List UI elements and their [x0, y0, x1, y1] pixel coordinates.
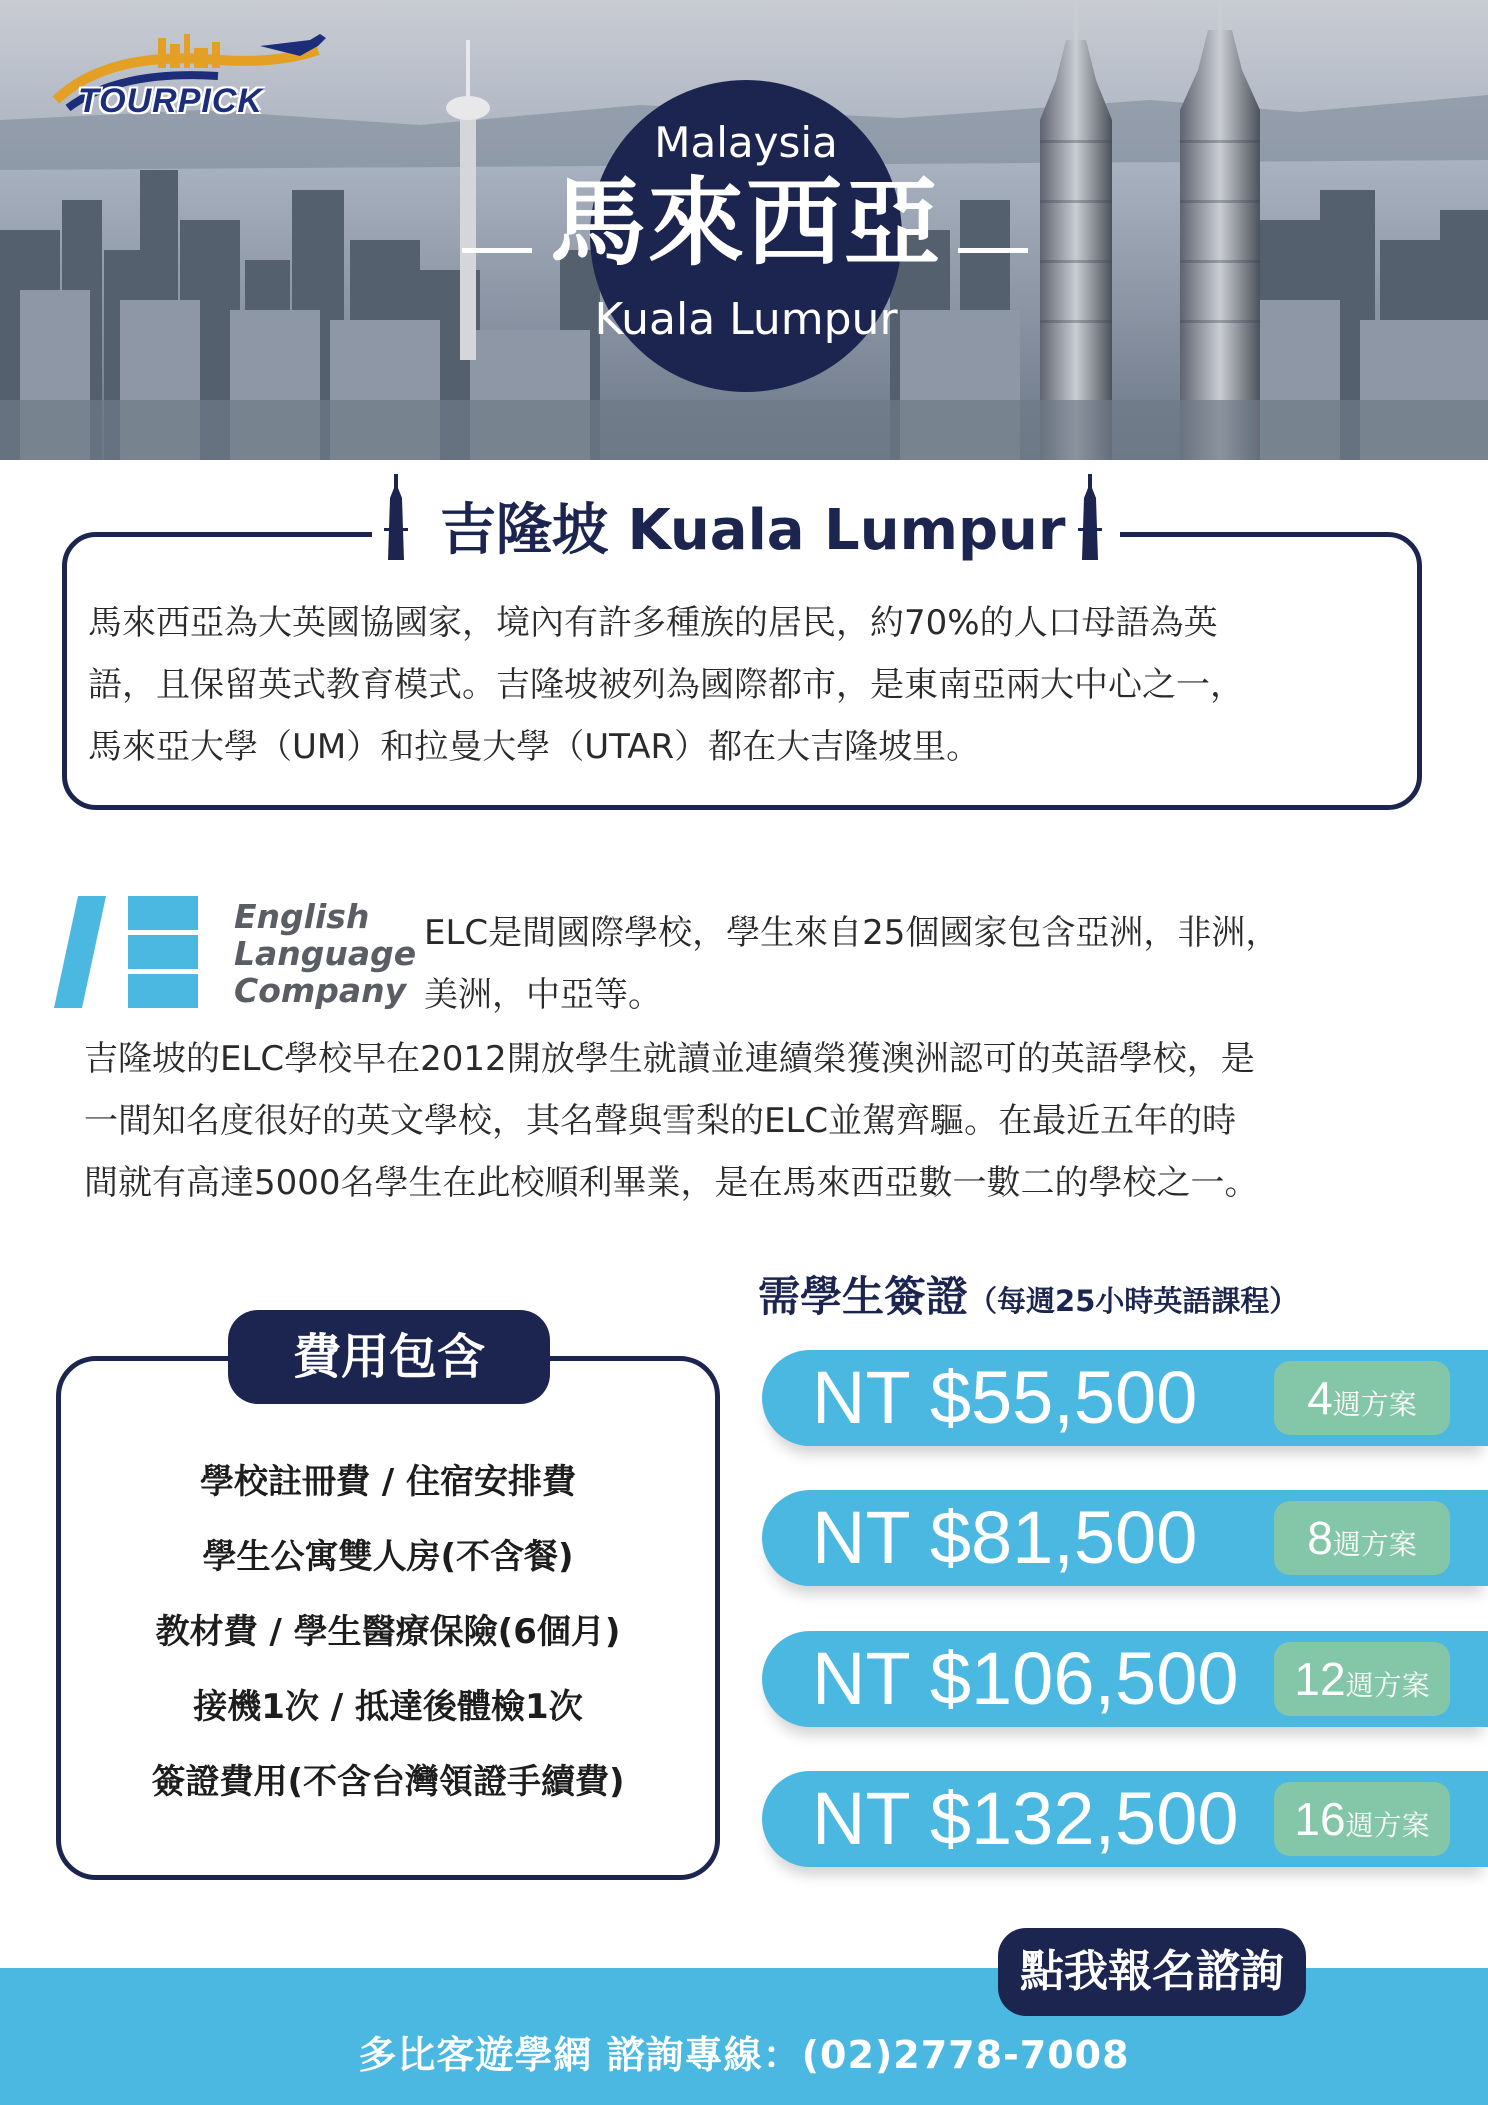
plan-pill [1274, 1642, 1450, 1716]
fees-label: 費用包含 [228, 1310, 550, 1404]
elc-logo-line: Company [234, 971, 407, 1010]
plan-unit: 週方案 [1332, 1528, 1417, 1561]
kl-line: 馬來西亞為大英國協國家，境內有許多種族的居民，約70%的人口母語為英 [88, 603, 1218, 643]
price-symbol: $ [929, 1777, 972, 1860]
price-text [812, 1631, 1239, 1727]
visa-title: 需學生簽證 [758, 1272, 969, 1321]
plan-pill [1274, 1782, 1450, 1856]
elc-intro-line: 美洲，中亞等。 [424, 975, 662, 1015]
price-amount: 106,500 [971, 1637, 1239, 1720]
kl-line: 馬來亞大學（UM）和拉曼大學（UTAR）都在大吉隆坡里。 [88, 727, 981, 767]
price-text [812, 1490, 1197, 1586]
plan-unit: 週方案 [1345, 1809, 1430, 1842]
plan-weeks: 4 [1307, 1372, 1333, 1424]
fee-item: 簽證費用(不含台灣領證手續費) [151, 1762, 625, 1802]
hero-title-en-top: Malaysia [654, 118, 838, 167]
hero-title-zh: 馬來西亞 [550, 167, 942, 279]
price-text [812, 1771, 1239, 1867]
tower-icon [1078, 474, 1102, 560]
elc-intro-line: ELC是間國際學校，學生來自25個國家包含亞洲，非洲， [424, 913, 1280, 953]
price-text [812, 1350, 1197, 1446]
elc-intro [424, 902, 1424, 1026]
fee-item: 學生公寓雙人房(不含餐) [202, 1537, 574, 1577]
fee-item: 學校註冊費 / 住宿安排費 [199, 1462, 577, 1502]
price-currency: NT [812, 1356, 910, 1439]
elc-logo-line: Language [234, 934, 417, 973]
plan-pill [1274, 1501, 1450, 1575]
plan-unit: 週方案 [1332, 1388, 1417, 1421]
tower-icon [384, 474, 408, 560]
visa-heading [758, 1264, 1298, 1324]
price-currency: NT [812, 1777, 910, 1860]
plan-weeks: 12 [1294, 1653, 1346, 1705]
price-amount: 55,500 [971, 1356, 1198, 1439]
elc-line: 吉隆坡的ELC學校早在2012開放學生就讀並連續榮獲澳洲認可的英語學校，是 [84, 1039, 1255, 1079]
price-symbol: $ [929, 1637, 972, 1720]
logo-text: TOURPICK [78, 82, 263, 120]
elc-logo-line: English [234, 897, 370, 936]
price-symbol: $ [929, 1496, 972, 1579]
plan-weeks: 8 [1307, 1512, 1333, 1564]
price-amount: 81,500 [971, 1496, 1198, 1579]
price-currency: NT [812, 1637, 910, 1720]
elc-description [84, 1028, 1424, 1214]
plan-pill [1274, 1361, 1450, 1435]
hero-title-en-bottom: Kuala Lumpur [594, 294, 898, 345]
visa-subtitle: （每週25小時英語課程） [968, 1284, 1299, 1318]
elc-logo-text [234, 898, 416, 1009]
plan-weeks: 16 [1294, 1793, 1346, 1845]
fee-item: 接機1次 / 抵達後體檢1次 [193, 1687, 583, 1727]
signup-inquiry-button[interactable]: 點我報名諮詢 [998, 1928, 1306, 2016]
fee-item: 教材費 / 學生醫療保險(6個月) [155, 1612, 621, 1652]
kl-line: 語，且保留英式教育模式。吉隆坡被列為國際都市，是東南亞兩大中心之一， [88, 665, 1244, 705]
elc-line: 一間知名度很好的英文學校，其名聲與雪梨的ELC並駕齊驅。在最近五年的時 [84, 1101, 1237, 1141]
price-amount: 132,500 [971, 1777, 1239, 1860]
plan-unit: 週方案 [1345, 1669, 1430, 1702]
kl-description [88, 592, 1400, 778]
kl-title: 吉隆坡 Kuala Lumpur [440, 498, 1066, 563]
price-currency: NT [812, 1496, 910, 1579]
footer-contact: 多比客遊學網 諮詢專線：(02)2778-7008 [358, 2033, 1130, 2077]
elc-line: 間就有高達5000名學生在此校順利畢業，是在馬來西亞數一數二的學校之一。 [84, 1163, 1259, 1203]
price-symbol: $ [929, 1356, 972, 1439]
elc-logo-icon [52, 892, 202, 1012]
